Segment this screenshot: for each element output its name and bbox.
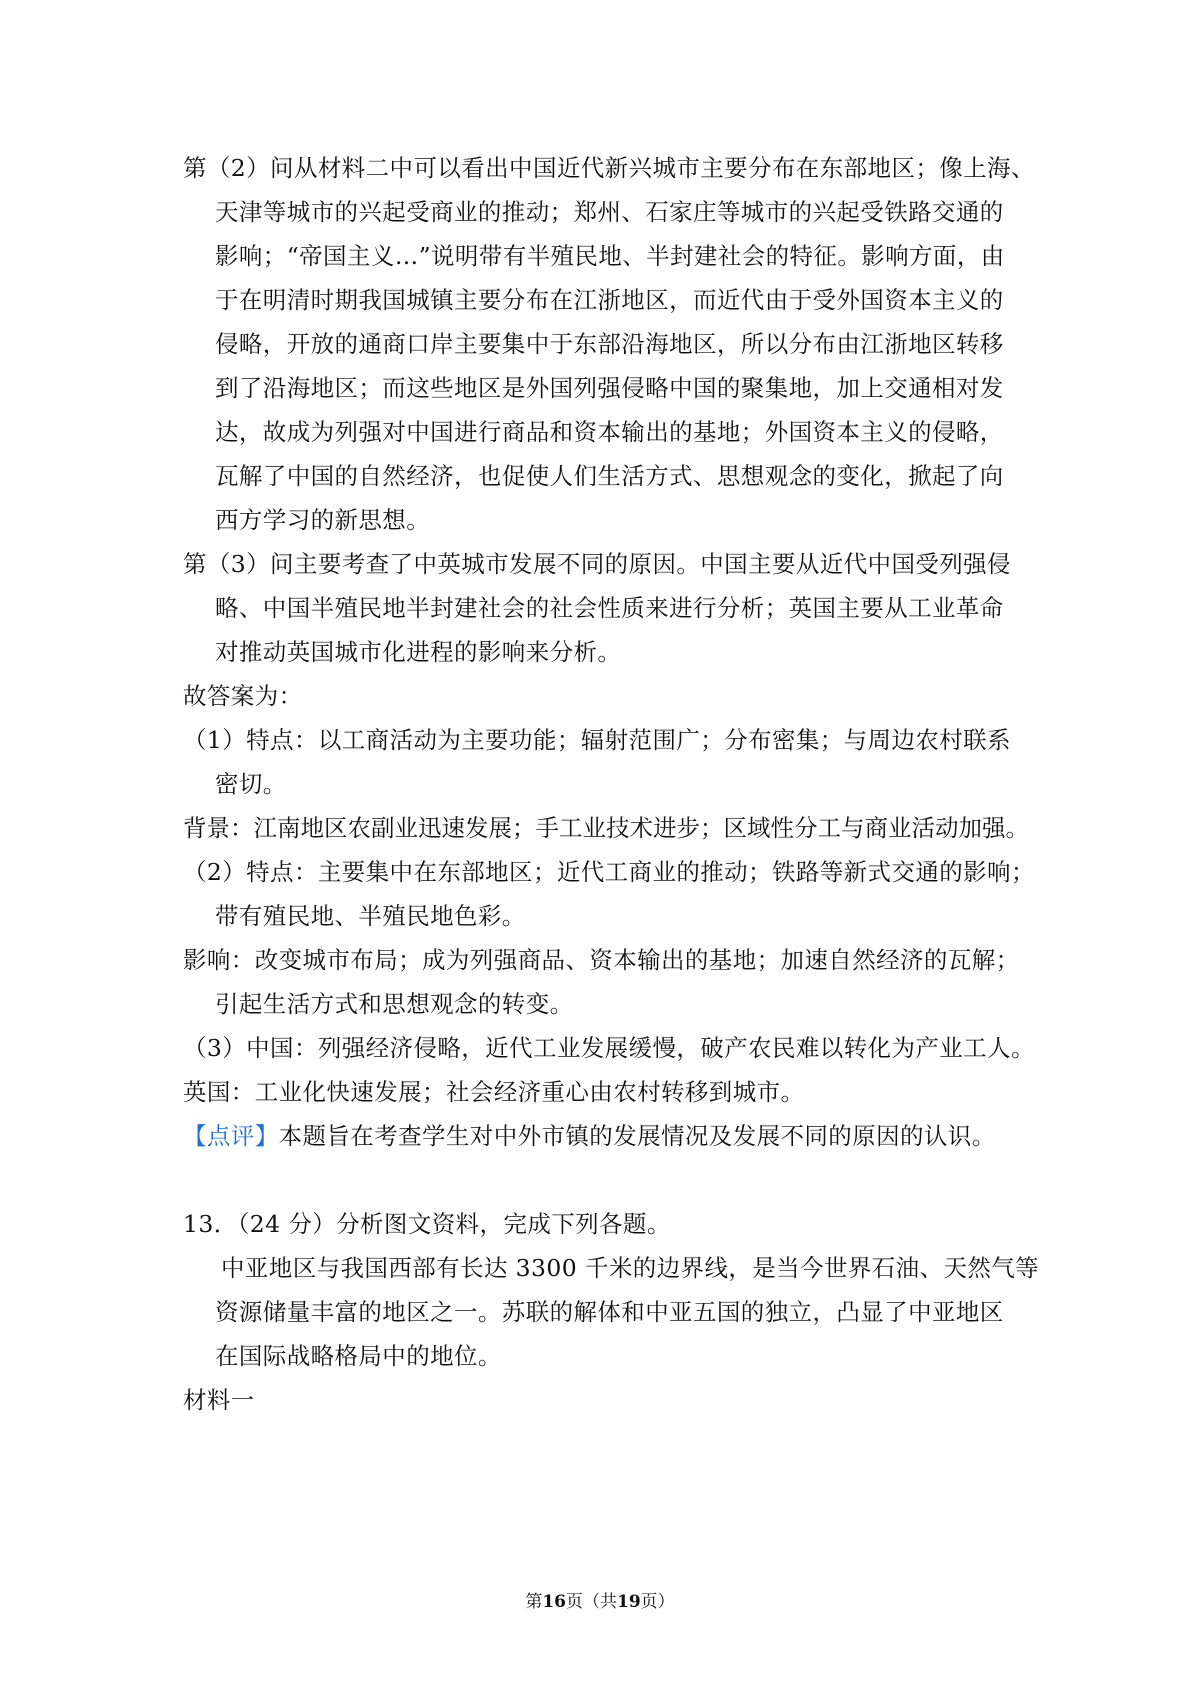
- answer-2-traits-2: 带有殖民地、半殖民地色彩。: [215, 902, 526, 930]
- answer-1-background: 背景：江南地区农副业迅速发展；手工业技术进步；区域性分工与商业活动加强。: [183, 814, 1029, 842]
- q2-line-5: 侵略，开放的通商口岸主要集中于东部沿海地区，所以分布由江浙地区转移: [215, 330, 1004, 358]
- answer-1-traits-2: 密切。: [215, 770, 287, 798]
- question-13-intro-3: 在国际战略格局中的地位。: [215, 1342, 502, 1370]
- footer-mid: 页（共: [566, 1592, 617, 1612]
- answer-3-uk: 英国：工业化快速发展；社会经济重心由农村转移到城市。: [183, 1078, 805, 1106]
- answer-3-china: （3）中国：列强经济侵略，近代工业发展缓慢，破产农民难以转化为产业工人。: [183, 1034, 1035, 1062]
- page-footer: [0, 1587, 1200, 1612]
- question-13-intro-2: 资源储量丰富的地区之一。苏联的解体和中亚五国的独立，凸显了中亚地区: [215, 1298, 1004, 1326]
- material-label: 材料一: [183, 1386, 255, 1414]
- answer-intro: 故答案为：: [183, 682, 303, 710]
- q2-line-7: 达，故成为列强对中国进行商品和资本输出的基地；外国资本主义的侵略，: [215, 418, 1004, 446]
- q2-line-8: 瓦解了中国的自然经济，也促使人们生活方式、思想观念的变化，掀起了向: [215, 462, 1004, 490]
- q2-line-3: 影响；“帝国主义…”说明带有半殖民地、半封建社会的特征。影响方面，由: [215, 242, 1005, 270]
- footer-page-number: 16: [542, 1592, 566, 1612]
- footer-total-pages: 19: [617, 1592, 641, 1612]
- comment-tag: 【点评】: [183, 1122, 279, 1150]
- q2-line-4: 于在明清时期我国城镇主要分布在江浙地区，而近代由于受外国资本主义的: [215, 286, 1004, 314]
- question-13-intro-1: 中亚地区与我国西部有长达 3300 千米的边界线，是当今世界石油、天然气等: [221, 1254, 1040, 1282]
- comment-paragraph: [183, 1120, 996, 1152]
- q3-line-2: 略、中国半殖民地半封建社会的社会性质来进行分析；英国主要从工业革命: [215, 594, 1004, 622]
- answer-2-traits-1: （2）特点：主要集中在东部地区；近代工商业的推动；铁路等新式交通的影响；: [183, 858, 1035, 886]
- footer-suffix: 页）: [640, 1592, 675, 1612]
- q3-line-1: 第（3）问主要考查了中英城市发展不同的原因。中国主要从近代中国受列强侵: [183, 550, 1011, 578]
- q2-line-6: 到了沿海地区；而这些地区是外国列强侵略中国的聚集地，加上交通相对发: [215, 374, 1004, 402]
- comment-text: 本题旨在考查学生对中外市镇的发展情况及发展不同的原因的认识。: [278, 1122, 996, 1150]
- answer-2-impact-2: 引起生活方式和思想观念的转变。: [215, 990, 574, 1018]
- q2-line-2: 天津等城市的兴起受商业的推动；郑州、石家庄等城市的兴起受铁路交通的: [215, 198, 1004, 226]
- answer-2-impact-1: 影响：改变城市布局；成为列强商品、资本输出的基地；加速自然经济的瓦解；: [183, 946, 1020, 974]
- q2-line-9: 西方学习的新思想。: [215, 506, 431, 534]
- q2-line-1: 第（2）问从材料二中可以看出中国近代新兴城市主要分布在东部地区；像上海、: [183, 154, 1035, 182]
- q3-line-3: 对推动英国城市化进程的影响来分析。: [215, 638, 622, 666]
- question-13-heading: 13．（24 分）分析图文资料，完成下列各题。: [183, 1210, 671, 1238]
- footer-prefix: 第: [525, 1592, 543, 1612]
- answer-1-traits-1: （1）特点：以工商活动为主要功能；辐射范围广；分布密集；与周边农村联系: [183, 726, 1011, 754]
